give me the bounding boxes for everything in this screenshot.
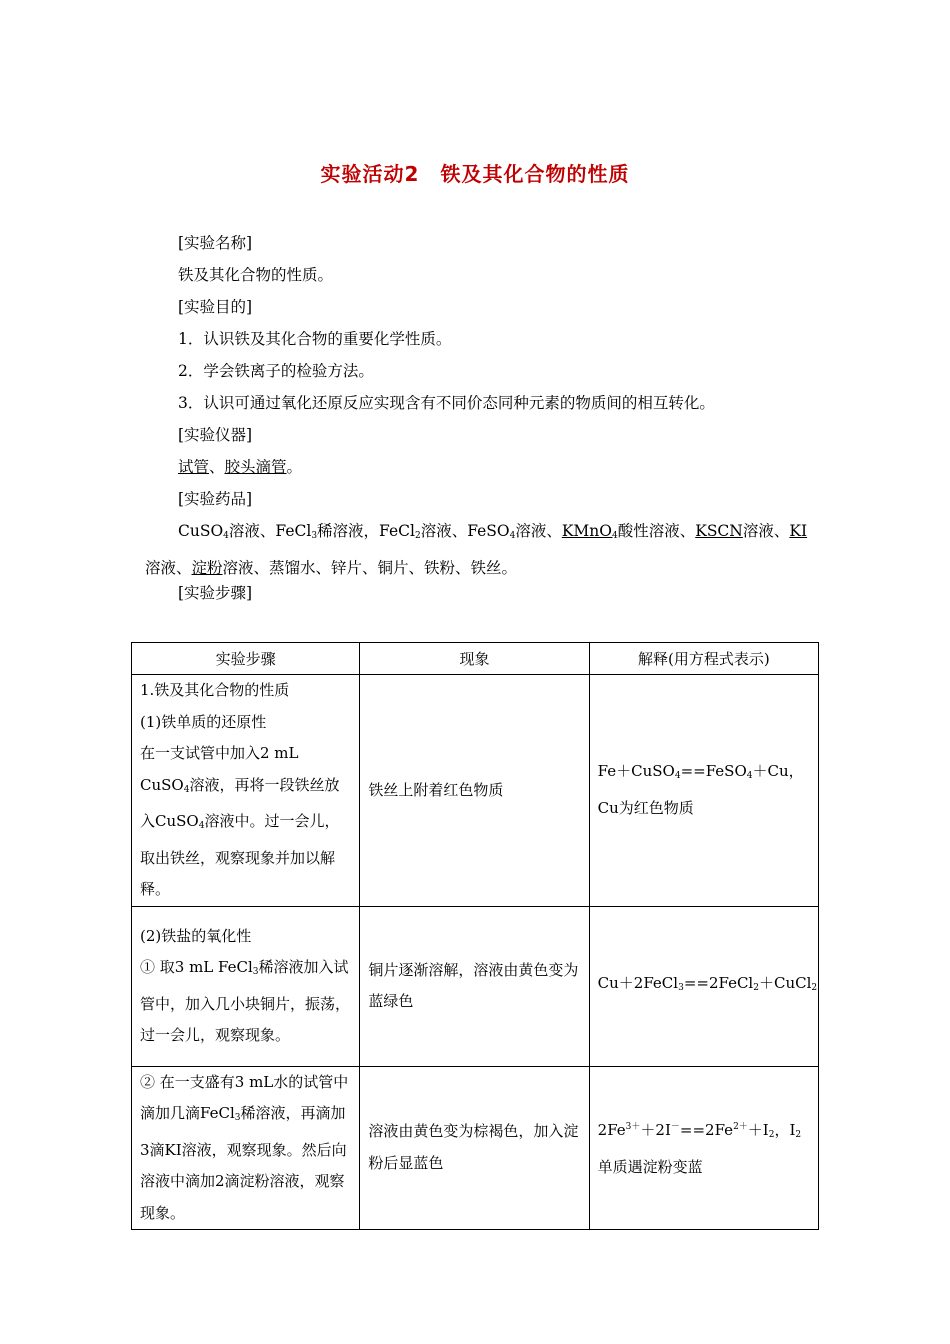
step-cell: ② 在一支盛有3 mL水的试管中滴加几滴FeCl$_3$稀溶液，再滴加3滴KI溶液，观察现象。然后向溶液中滴加2滴淀粉溶液，观察现象。 [132,1066,360,1230]
header-explanation: 解释(用方程式表示) [589,643,818,675]
step-cell: (2)铁盐的氧化性 ① 取3 mL FeCl$_3$稀溶液加入试管中，加入几小块铜片，振荡，过一会儿，观察现象。 [132,906,360,1066]
page-title: 实验活动2 铁及其化合物的性质 [320,162,630,186]
phenomenon-cell: 溶液由黄色变为棕褐色，加入淀粉后显蓝色 [360,1066,589,1230]
phenomenon-cell: 铁丝上附着红色物质 [360,675,589,907]
explanation-cell: Cu＋2FeCl$_3$==2FeCl$_2$＋CuCl$_2$ [589,906,818,1066]
experiment-name: 铁及其化合物的性质。 [178,266,334,284]
purpose-item: 1．认识铁及其化合物的重要化学性质。 [178,330,452,348]
purpose-item: 2．学会铁离子的检验方法。 [178,362,374,380]
phenomenon-cell: 铜片逐渐溶解，溶液由黄色变为蓝绿色 [360,906,589,1066]
table-row [132,675,819,907]
table-row [132,906,819,1066]
section-heading-name: [实验名称] [178,234,253,252]
header-steps: 实验步骤 [132,643,360,675]
instruments-list: 试管、胶头滴管。 [178,458,303,476]
purpose-item: 3．认识可通过氧化还原反应实现含有不同价态同种元素的物质间的相互转化。 [178,394,715,412]
table-header-row [132,643,819,675]
step-cell: 1.铁及其化合物的性质 (1)铁单质的还原性 在一支试管中加入2 mL CuSO$_4$溶液，再将一段铁丝放入CuSO$_4$溶液中。过一会儿，取出铁丝，观察现象并加以解释。 [132,675,360,907]
table-row [132,1066,819,1230]
instrument-dropper: 胶头滴管 [224,458,287,476]
explanation-cell: $2Fe^{3+}+2I^-==2Fe^{2+}+I_2$，$I_2$单质遇淀粉变蓝 [589,1066,818,1230]
section-heading-steps: [实验步骤] [178,584,253,602]
instrument-test-tube: 试管 [178,458,210,476]
explanation-cell: Fe＋CuSO$_4$==FeSO$_4$＋Cu，Cu为红色物质 [589,675,818,907]
reagents-list: CuSO$_4$溶液、FeCl$_3$稀溶液，FeCl$_2$溶液、FeSO$_4$溶液、KMnO$_4$酸性溶液、KSCN溶液、KI溶液、淀粉溶液、蒸馏水、锌片、铜片、铁粉、铁丝。 [145,522,808,577]
section-heading-instruments: [实验仪器] [178,426,253,444]
header-phenomenon: 现象 [360,643,589,675]
section-heading-purpose: [实验目的] [178,298,253,316]
section-heading-reagents: [实验药品] [178,490,253,508]
experiment-table [131,642,819,1230]
